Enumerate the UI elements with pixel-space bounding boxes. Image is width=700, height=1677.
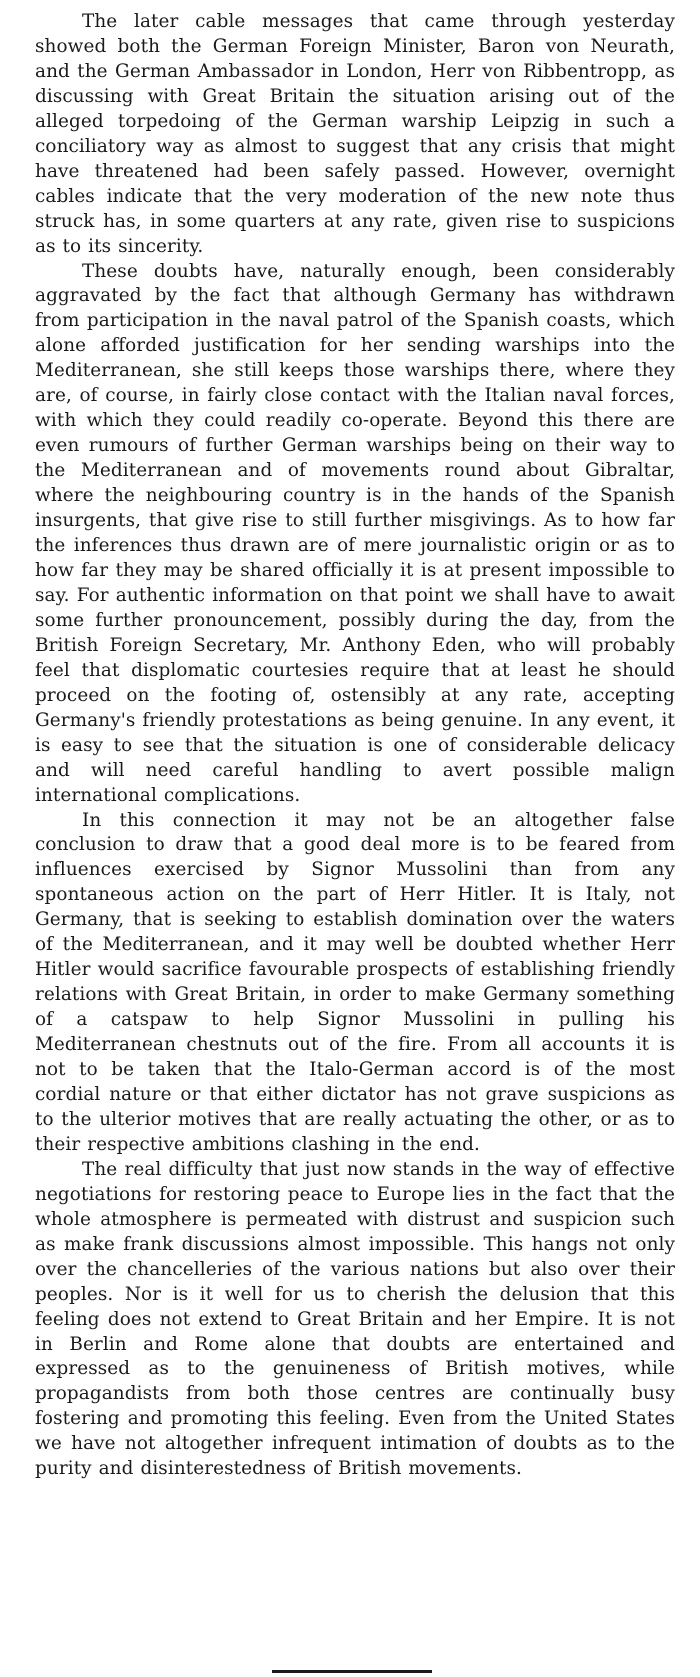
article-body [35, 10, 675, 1482]
closing-rule [272, 1670, 432, 1673]
paragraph-4: The real difficulty that just now stands in the way of effective negotiations for restoring peace to Europe lies in the fact that the whole atmosphere is permeated with distrust and suspicion such as make frank discussions almost impossible. This hangs not only over the chancelleries of the various nations but also over their peoples. Nor is it well for us to cherish the delusion that this feeling does not extend to Great Britain and her Empire. It is not in Berlin and Rome alone that doubts are entertained and expressed as to the genuineness of British motives, while propagandists from both those centres are continually busy fostering and promoting this feeling. Even from the United States we have not altogether infrequent intimation of doubts as to the purity and disinterestedness of British movements. [35, 1158, 675, 1480]
paragraph-2: These doubts have, naturally enough, been considerably aggravated by the fact that although Germany has withdrawn from participation in the naval patrol of the Spanish coasts, which alone afforded justification for her sending warships into the Mediterranean, she still keeps those warships there, where they are, of course, in fairly close contact with the Italian naval forces, with which they could readily co-operate. Beyond this there are even rumours of further German warships being on their way to the Mediterranean and of movements round about Gibraltar, where the neighbouring country is in the hands of the Spanish insurgents, that give rise to still further misgivings. As to how far the inferences thus drawn are of mere journalistic origin or as to how far they may be shared officially it is at present impossible to say. For authentic information on that point we shall have to await some further pronouncement, possibly during the day, from the British Foreign Secretary, Mr. Anthony Eden, who will probably feel that displomatic courtesies require that at least he should proceed on the footing of, ostensibly at any rate, accepting Germany's friendly protestations as being genuine. In any event, it is easy to see that the situation is one of considerable delicacy and will need careful handling to avert possible malign international complications. [35, 260, 675, 806]
paragraph-1: The later cable messages that came through yesterday showed both the German Foreign Minister, Baron von Neurath, and the German Ambassador in London, Herr von Ribbentropp, as discussing with Great Britain the situation arising out of the alleged torpedoing of the German warship Leipzig in such a conciliatory way as almost to suggest that any crisis that might have threatened had been safely passed. However, overnight cables indicate that the very moderation of the new note thus struck has, in some quarters at any rate, given rise to suspicions as to its sincerity. [35, 11, 675, 257]
paragraph-3: In this connection it may not be an altogether false conclusion to draw that a good deal more is to be feared from influences exercised by Signor Mussolini than from any spontaneous action on the part of Herr Hitler. It is Italy, not Germany, that is seeking to establish domination over the waters of the Mediterranean, and it may well be doubted whether Herr Hitler would sacrifice favourable prospects of establishing friendly relations with Great Britain, in order to make Germany something of a catspaw to help Signor Mussolini in pulling his Mediterranean chestnuts out of the fire. From all accounts it is not to be taken that the Italo-German accord is of the most cordial nature or that either dictator has not grave suspicions as to the ulterior motives that are really actuating the other, or as to their respective ambitions clashing in the end. [35, 809, 675, 1155]
